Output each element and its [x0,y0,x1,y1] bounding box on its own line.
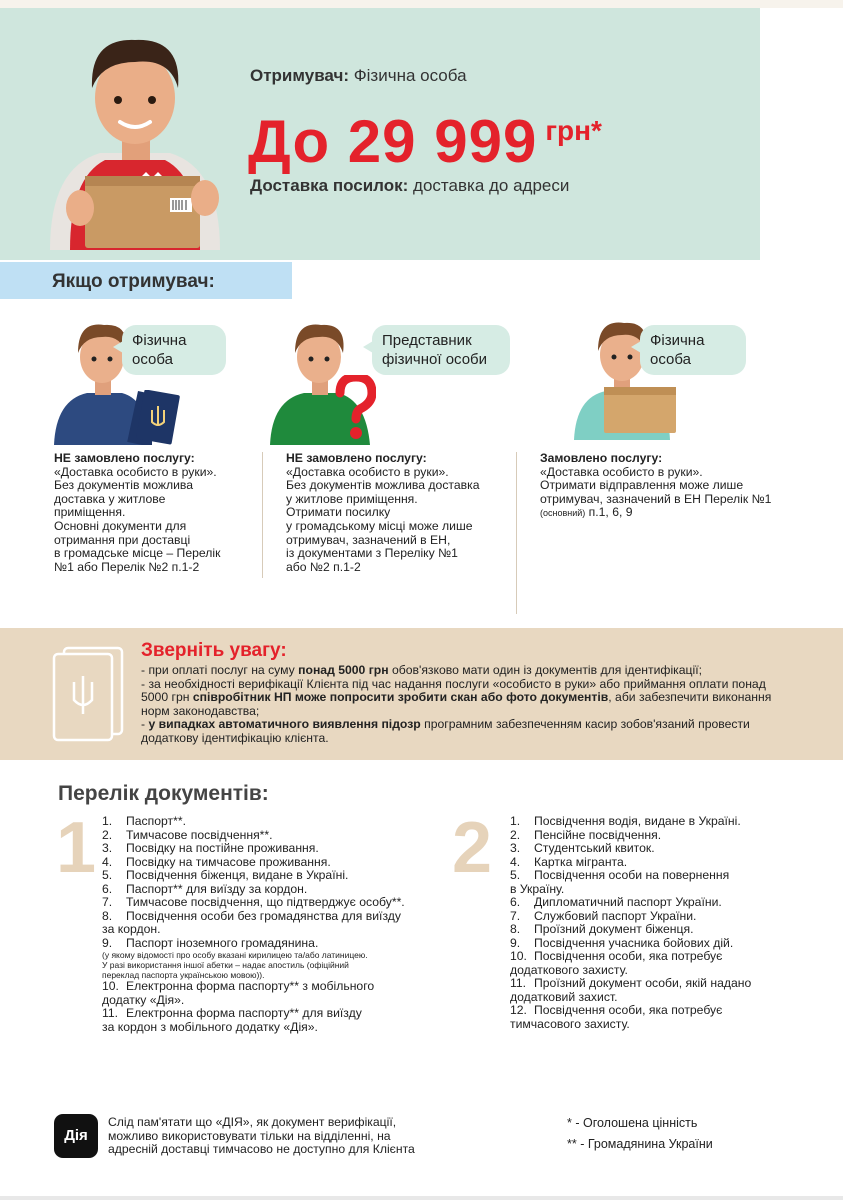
attention-line: додаткову ідентифікацію клієнта. [141,730,329,745]
text-part: - при оплаті послуг на суму [141,663,299,677]
item-number: 4. [102,854,113,869]
bubble-line: особа [650,351,691,368]
case-line: №1 або Перелік №2 п.1-2 [54,559,200,574]
list-item [510,856,810,870]
case-line: Без документів можлива доставка [286,478,480,493]
case-line: в громадське місце – Перелік [54,546,221,561]
diya-note-line: адресній доставці тимчасово не доступно для Клієнта [108,1142,415,1157]
case-line: «Доставка особисто в руки». [540,464,703,479]
list-item [510,977,810,991]
case-text [54,452,254,574]
list-note: У разі використання іншої абетки – надає апостиль (офіційний [102,960,349,970]
item-number: 3. [510,841,521,855]
item-number: 12. [510,1003,527,1017]
bubble-line: Фізична [650,332,705,349]
item-number: 6. [510,895,521,909]
courier-illustration-icon [40,18,230,250]
text-part: програмним забезпеченням касир зобов'язаний провести [420,717,750,732]
item-text: Проїзний документ біженця. [534,922,694,936]
bubble-individual [122,325,226,375]
case-line [540,506,794,521]
case-title: НЕ замовлено послугу: [54,451,195,465]
list-item [510,937,810,951]
documents-list-1 [102,815,442,1034]
top-strip [0,0,843,8]
documents-title: Перелік документів: [58,782,269,805]
list-note: переклад паспорта українською мовою)). [102,970,265,980]
case-line: Без документів можлива [54,478,194,493]
case-line: отримувач, зазначений в ЕН Перелік №1 [540,491,772,506]
list-item [102,842,442,856]
list-item-cont: додатковий захист. [510,989,618,1004]
bubble-individual [640,325,746,375]
case-line: Основні документи для [54,518,187,533]
item-number: 11. [102,1006,119,1020]
item-text: Посвідку на постійне проживання. [126,841,319,855]
diya-note-line: Слід пам'ятати що «ДІЯ», як документ верифікації, [108,1115,397,1129]
item-text: Пенсійне посвідчення. [534,827,662,842]
footnote-declared-value: * - Оголошена цінність [567,1116,698,1130]
item-number: 7. [102,895,113,909]
text-part: , аби забезпечити виконання [608,690,772,705]
list-item-cont: додаткового захисту. [510,962,628,977]
case-line: Отримати відправлення може лише [540,478,744,493]
list-item [102,896,442,910]
list-note: (у якому відомості про особу вказані кирилицею та/або латиницею. [102,950,368,960]
passport-icon [136,390,180,446]
case-small-text: (основний) [540,508,586,519]
item-text: Посвідчення біженця, видане в Україні. [126,868,349,882]
passport-trident-icon [50,646,125,742]
bubble-line: фізичної особи [382,351,488,368]
item-number: 10. [102,979,119,993]
case-text [286,452,500,574]
hero-amount [248,96,602,177]
case-representative-not-ordered [286,315,501,615]
amount-value: До 29 999 [248,108,538,175]
item-text: Посвідчення водія, видане в Україні. [534,814,741,828]
case-line: доставка у житлове [54,491,166,506]
case-individual-ordered [540,315,795,615]
item-number: 2. [510,827,521,842]
bubble-line: Фізична [132,332,187,349]
item-text: Посвідчення особи без громадянства для виїзду [126,908,401,923]
item-number: 10. [510,949,527,963]
case-title: НЕ замовлено послугу: [286,451,427,465]
item-text: Паспорт**. [126,814,186,828]
bubble-line: Представник [382,332,472,349]
text-part: 5000 грн [141,690,193,705]
list-item [510,842,810,856]
case-line: або №2 п.1-2 [286,559,361,574]
list-item [102,1007,442,1021]
list-item [510,869,810,883]
item-number: 9. [102,935,113,950]
item-text: Проїзний документ особи, якій надано [534,976,752,990]
case-line: Отримати посилку [286,505,391,520]
list-item [102,980,442,994]
list-1-number: 1 [56,808,97,888]
item-text: Електронна форма паспорту** з мобільного [126,979,375,993]
text-bold: у випадках автоматичного виявлення підозр [148,717,421,732]
list-item-cont: за кордон. [102,922,161,936]
item-text: Тимчасове посвідчення**. [126,827,273,842]
text-bold: понад 5000 грн [298,663,389,677]
diya-note-line: можливо використовувати тільки на відділенні, на [108,1128,391,1143]
case-text [540,452,794,521]
column-divider [516,452,517,614]
hero-delivery [250,176,569,196]
diya-logo: Дія [54,1114,98,1158]
list-item [510,950,810,964]
item-number: 5. [510,868,521,882]
item-text: Службовий паспорт України. [534,908,697,923]
item-number: 4. [510,854,521,869]
attention-title: Зверніть увагу: [141,640,287,661]
question-mark-icon [334,375,376,441]
recipient-label: Отримувач: [250,66,349,85]
item-number: 7. [510,908,521,923]
column-divider [262,452,263,578]
attention-line [141,691,813,705]
item-number: 6. [102,881,113,896]
documents-list-2 [510,815,810,1031]
list-item-cont: за кордон з мобільного додатку «Дія». [102,1019,318,1034]
text-part: обов'язково мати один із документів для ідентифікації; [388,663,702,677]
case-line: приміщення. [54,505,126,520]
hero-recipient [250,66,467,86]
attention-text [141,664,813,746]
list-item [510,1004,810,1018]
delivery-value: доставка до адреси [413,176,570,195]
list-item [510,829,810,843]
bubble-representative [372,325,510,375]
attention-line [141,664,813,678]
item-text: Студентський квиток. [534,841,655,855]
case-line: із документами з Переліку №1 [286,546,458,561]
amount-currency: грн* [545,115,602,146]
case-title: Замовлено послугу: [540,451,663,465]
case-line: у громадському місці може лише [286,518,473,533]
list-item [102,856,442,870]
list-item-cont: додатку «Дія». [102,992,185,1007]
item-text: Посвідчення учасника бойових дій. [534,935,734,950]
list-item [510,815,810,829]
case-line: отримання при доставці [54,532,191,547]
item-number: 9. [510,935,521,950]
list-item [510,896,810,910]
item-text: Картка мігранта. [534,854,628,869]
attention-line [141,718,813,732]
item-text: Тимчасове посвідчення, що підтверджує особу**. [126,895,405,909]
item-text: Посвідку на тимчасове проживання. [126,854,331,869]
list-item [102,910,442,924]
list-item [102,815,442,829]
diya-note [108,1116,448,1157]
item-number: 5. [102,868,113,882]
item-text: Паспорт іноземного громадянина. [126,935,319,950]
case-line: у житлове приміщення. [286,491,418,506]
list-item [102,829,442,843]
item-text: Посвідчення особи на повернення [534,868,730,882]
list-item-cont: в Україну. [510,881,565,896]
bottom-line [0,1196,843,1200]
case-line: «Доставка особисто в руки». [286,464,449,479]
attention-line: - за необхідності верифікації Клієнта під час надання послуги «особисто в руки» або приймання оплати понад [141,676,766,691]
delivery-label: Доставка посилок: [250,176,409,195]
item-number: 8. [510,922,521,936]
list-item [102,883,442,897]
list-2-number: 2 [452,808,493,888]
case-line: «Доставка особисто в руки». [54,464,217,479]
bubble-line: особа [132,351,173,368]
item-text: Посвідчення особи, яка потребує [534,949,723,963]
case-individual-not-ordered [52,315,260,615]
section-title-if-recipient: Якщо отримувач: [52,271,215,292]
list-item-cont: тимчасового захисту. [510,1016,630,1031]
text-bold: співробітник НП може попросити зробити скан або фото документів [192,690,609,705]
footnote-citizen: ** - Громадянина України [567,1137,713,1151]
item-number: 11. [510,976,527,990]
item-number: 2. [102,827,113,842]
item-text: Електронна форма паспорту** для виїзду [126,1006,362,1020]
item-number: 1. [510,814,521,828]
case-line: отримувач, зазначений в ЕН, [286,532,451,547]
list-item [510,910,810,924]
list-item [102,937,442,951]
item-text: Дипломатичний паспорт України. [534,895,722,909]
text-part: - [141,717,149,732]
case-line-rest: п.1, 6, 9 [585,505,633,520]
list-item [510,923,810,937]
item-text: Паспорт** для виїзду за кордон. [126,881,308,896]
list-item [102,869,442,883]
item-text: Посвідчення особи, яка потребує [534,1003,723,1017]
item-number: 1. [102,814,113,828]
item-number: 3. [102,841,113,855]
attention-line: норм законодавства; [141,703,260,718]
recipient-value: Фізична особа [353,66,467,85]
item-number: 8. [102,908,113,923]
